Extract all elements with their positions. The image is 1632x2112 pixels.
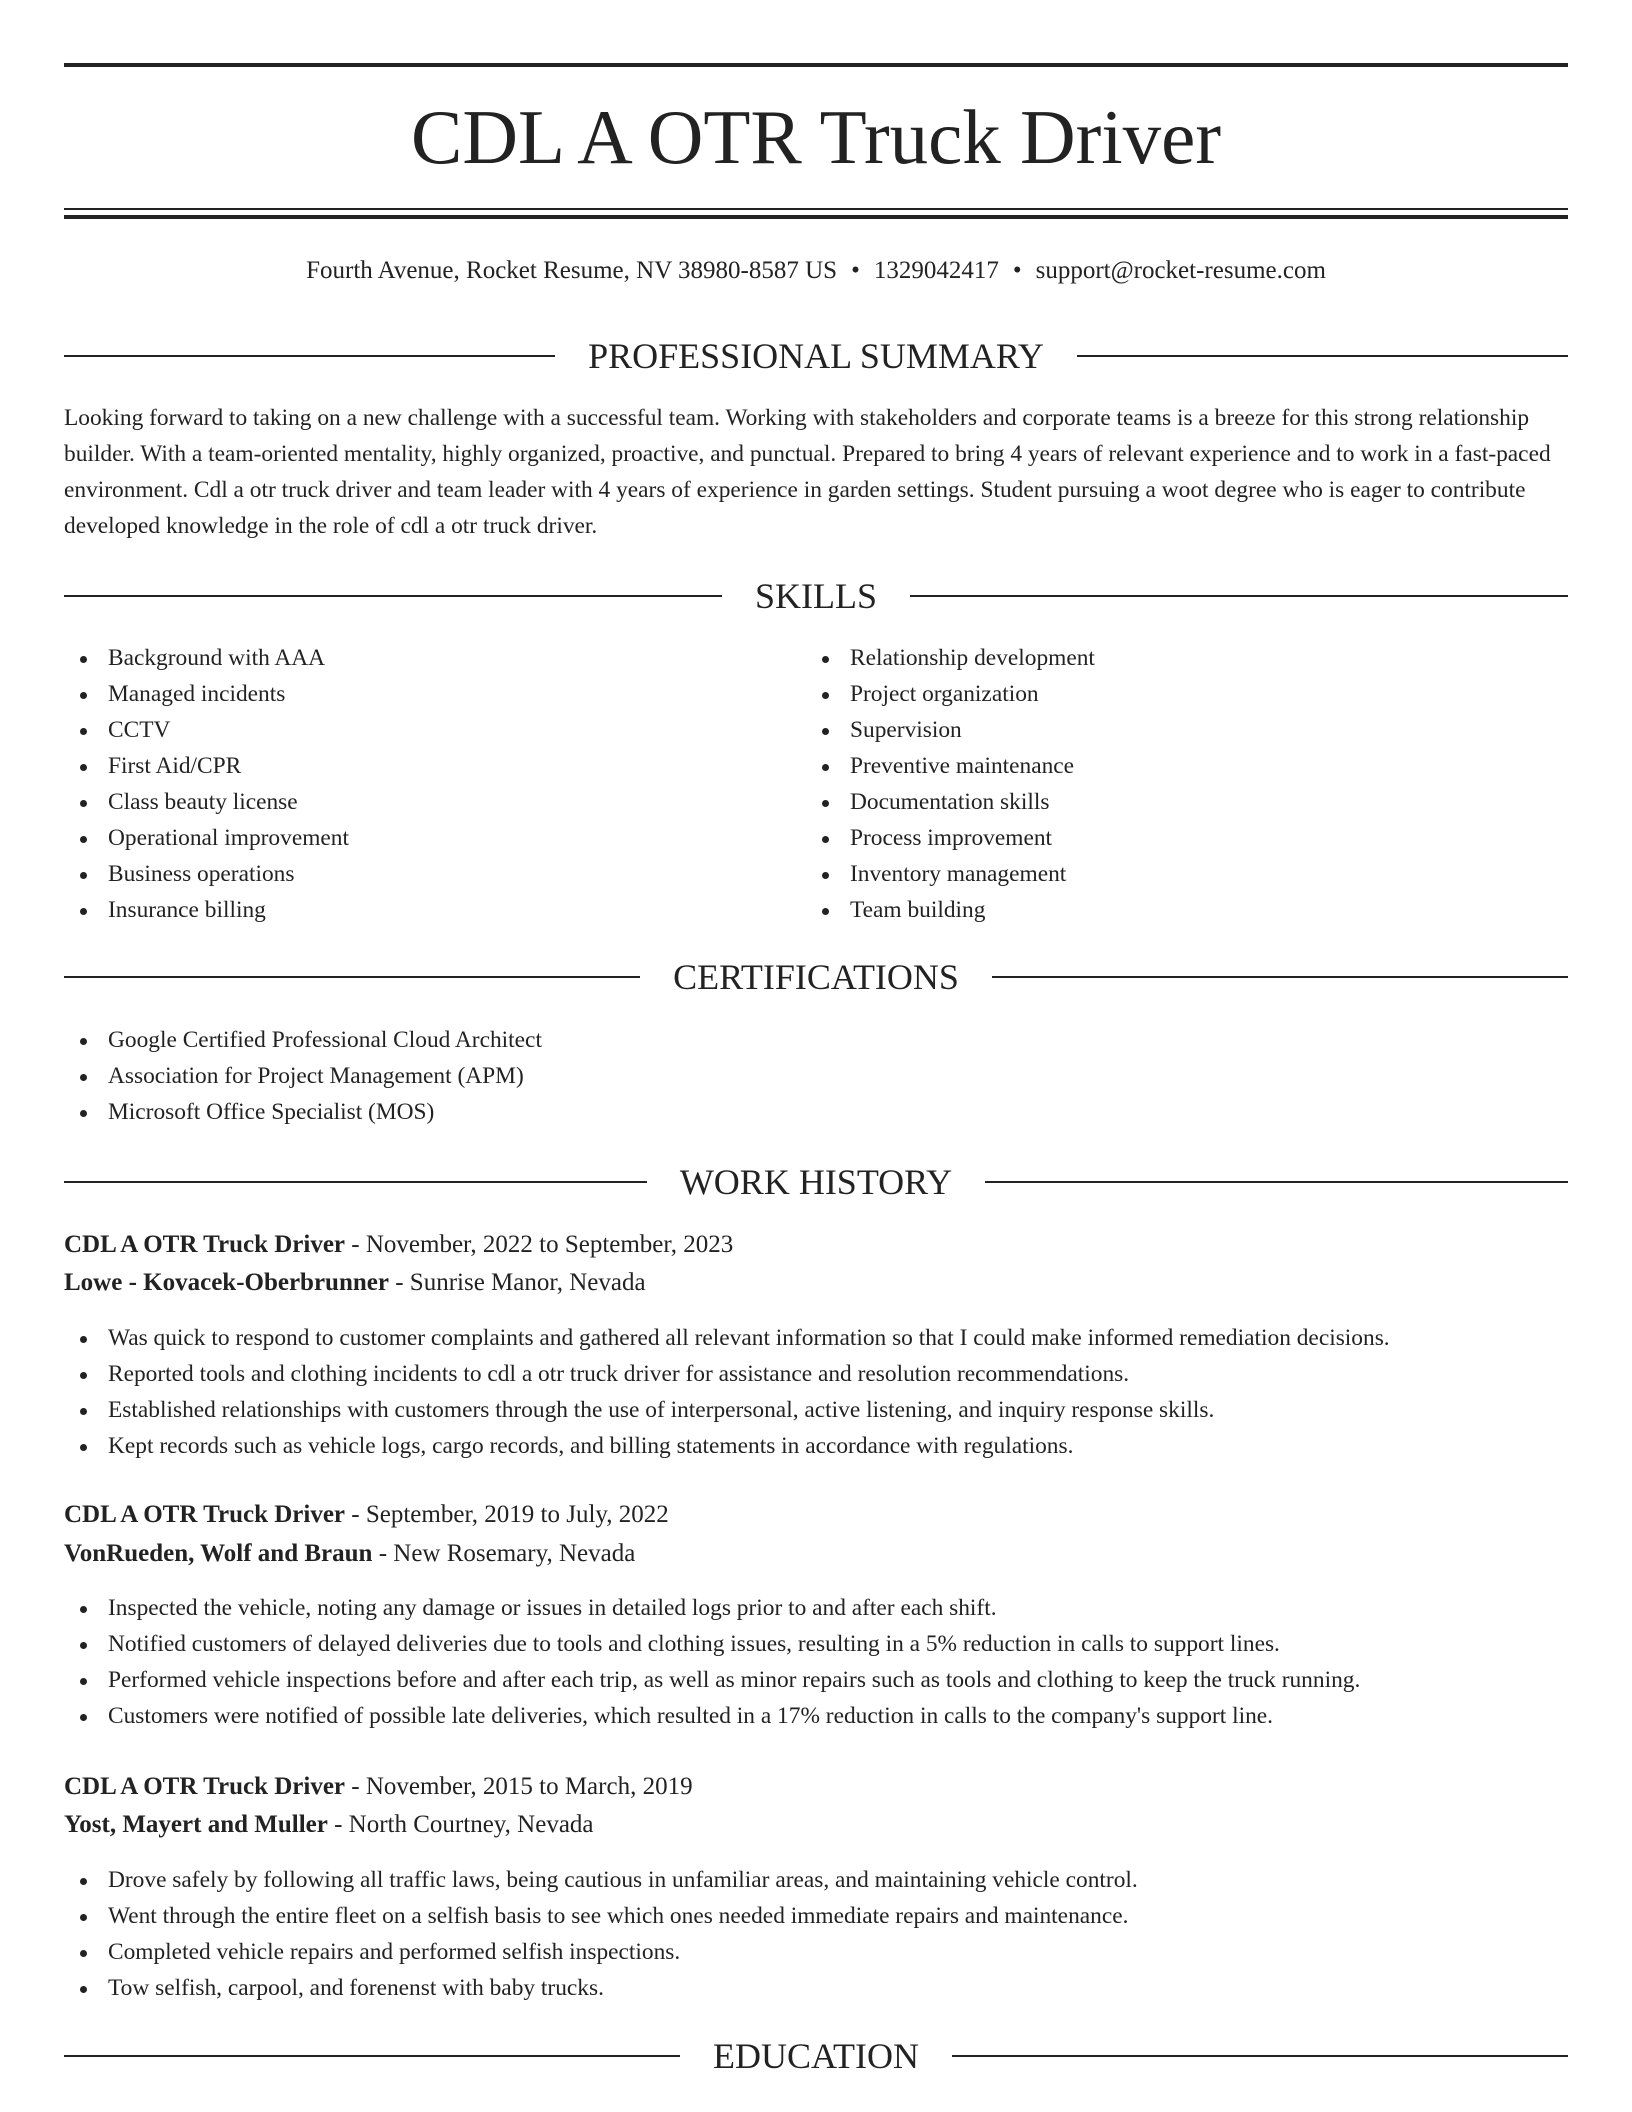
job-bullet: Was quick to respond to customer complaints and gathered all relevant information so that I could make informed remediation decisions. [64, 1320, 1568, 1356]
skills-list-right [806, 640, 1546, 928]
section-label: CERTIFICATIONS [673, 957, 959, 997]
job-dates: - September, 2019 to July, 2022 [345, 1501, 669, 1528]
job-bullet: Kept records such as vehicle logs, cargo records, and billing statements in accordance with regulations. [64, 1428, 1568, 1464]
top-rule [64, 63, 1568, 67]
job-role-line [64, 1769, 1568, 1805]
job-bullet: Customers were notified of possible late deliveries, which resulted in a 17% reduction in calls to the company's support line. [64, 1698, 1568, 1734]
job-bullet: Established relationships with customers through the use of interpersonal, active listening, and inquiry response skills. [64, 1392, 1568, 1428]
job-company-line [64, 1265, 1568, 1301]
summary-text: Looking forward to taking on a new challenge with a successful team. Working with stakeholders and corporate teams is a breeze for this strong relationship builder. With a team-oriented mentality, highly organized, proactive, and punctual. Prepared to bring 4 years of relevant experience and to work in a fast-paced environment. Cdl a otr truck driver and team leader with 4 years of experience in garden settings. Student pursuing a woot degree who is eager to contribute developed knowledge in the role of cdl a otr truck driver. [64, 405, 1551, 539]
skill-item: Preventive maintenance [806, 748, 1546, 784]
job-bullet: Completed vehicle repairs and performed selfish inspections. [64, 1934, 1568, 1970]
job-company: VonRueden, Wolf and Braun [64, 1540, 373, 1567]
job-bullet: Drove safely by following all traffic laws, being cautious in unfamiliar areas, and maintaining vehicle control. [64, 1862, 1568, 1898]
section-heading-skills [64, 574, 1568, 618]
section-label: PROFESSIONAL SUMMARY [588, 336, 1044, 376]
heading-rule [1077, 355, 1568, 357]
skill-item: Background with AAA [64, 640, 804, 676]
job-location: - North Courtney, Nevada [327, 1811, 594, 1838]
job-dates: - November, 2015 to March, 2019 [345, 1773, 693, 1800]
skill-item: Supervision [806, 712, 1546, 748]
contact-address: Fourth Avenue, Rocket Resume, NV 38980-8587 US [306, 257, 838, 284]
job-bullets [64, 1590, 1568, 1734]
certification-item: Google Certified Professional Cloud Architect [64, 1022, 1568, 1058]
section-heading-education [64, 2034, 1568, 2078]
job-bullet: Notified customers of delayed deliveries due to tools and clothing issues, resulting in a 5% reduction in calls to support lines. [64, 1626, 1568, 1662]
skill-item: Process improvement [806, 820, 1546, 856]
skill-item: CCTV [64, 712, 804, 748]
heading-rule [64, 1181, 647, 1183]
skill-item: Managed incidents [64, 676, 804, 712]
job-dates: - November, 2022 to September, 2023 [345, 1231, 734, 1258]
job-role: CDL A OTR Truck Driver [64, 1231, 346, 1258]
job-role-line [64, 1497, 1568, 1533]
section-label: EDUCATION [713, 2036, 919, 2076]
certifications-list [64, 1022, 1568, 1130]
job-bullet: Performed vehicle inspections before and after each trip, as well as minor repairs such as tools and clothing to keep the truck running. [64, 1662, 1568, 1698]
heading-rule [64, 595, 722, 597]
heading-rule [64, 976, 640, 978]
job-role-line [64, 1227, 1568, 1263]
job-bullet: Reported tools and clothing incidents to cdl a otr truck driver for assistance and resolution recommendations. [64, 1356, 1568, 1392]
title-rule-thick [64, 215, 1568, 219]
heading-rule [64, 2055, 680, 2057]
skill-item: Documentation skills [806, 784, 1546, 820]
section-heading-work-history [64, 1160, 1568, 1204]
job-role: CDL A OTR Truck Driver [64, 1501, 346, 1528]
contact-separator: • [851, 257, 860, 284]
skill-item: Team building [806, 892, 1546, 928]
skills-list-left [64, 640, 804, 928]
skill-item: Operational improvement [64, 820, 804, 856]
skill-item: Inventory management [806, 856, 1546, 892]
contact-separator: • [1012, 257, 1022, 284]
heading-rule [952, 2055, 1568, 2057]
skill-item: Insurance billing [64, 892, 804, 928]
certification-item: Association for Project Management (APM) [64, 1058, 1568, 1094]
job-bullet: Went through the entire fleet on a selfish basis to see which ones needed immediate repairs and maintenance. [64, 1898, 1568, 1934]
skill-item: Class beauty license [64, 784, 804, 820]
job-company-line [64, 1536, 1568, 1572]
heading-rule [985, 1181, 1568, 1183]
certification-item: Microsoft Office Specialist (MOS) [64, 1094, 1568, 1130]
job-bullet: Inspected the vehicle, noting any damage or issues in detailed logs prior to and after each shift. [64, 1590, 1568, 1626]
heading-rule [992, 976, 1568, 978]
job-company: Lowe - Kovacek-Oberbrunner [64, 1269, 389, 1296]
job-bullet: Tow selfish, carpool, and forenenst with baby trucks. [64, 1970, 1568, 2006]
heading-rule [64, 355, 555, 357]
job-location: - Sunrise Manor, Nevada [388, 1269, 646, 1296]
job-bullets [64, 1862, 1568, 2006]
job-role: CDL A OTR Truck Driver [64, 1773, 346, 1800]
job-company-line [64, 1807, 1568, 1843]
skill-item: Business operations [64, 856, 804, 892]
section-label: WORK HISTORY [679, 1162, 953, 1202]
job-location: - New Rosemary, Nevada [372, 1540, 636, 1567]
heading-rule [910, 595, 1568, 597]
contact-phone: 1329042417 [873, 257, 999, 284]
section-heading-certifications [64, 955, 1568, 999]
skill-item: Project organization [806, 676, 1546, 712]
resume-title: CDL A OTR Truck Driver [411, 94, 1221, 180]
skill-item: Relationship development [806, 640, 1546, 676]
job-bullets [64, 1320, 1568, 1464]
section-heading-summary [64, 334, 1568, 378]
title-rule-thin [64, 208, 1568, 210]
contact-line [64, 255, 1568, 287]
skill-item: First Aid/CPR [64, 748, 804, 784]
job-company: Yost, Mayert and Muller [64, 1811, 328, 1838]
contact-email: support@rocket-resume.com [1035, 257, 1326, 284]
section-label: SKILLS [755, 576, 878, 616]
